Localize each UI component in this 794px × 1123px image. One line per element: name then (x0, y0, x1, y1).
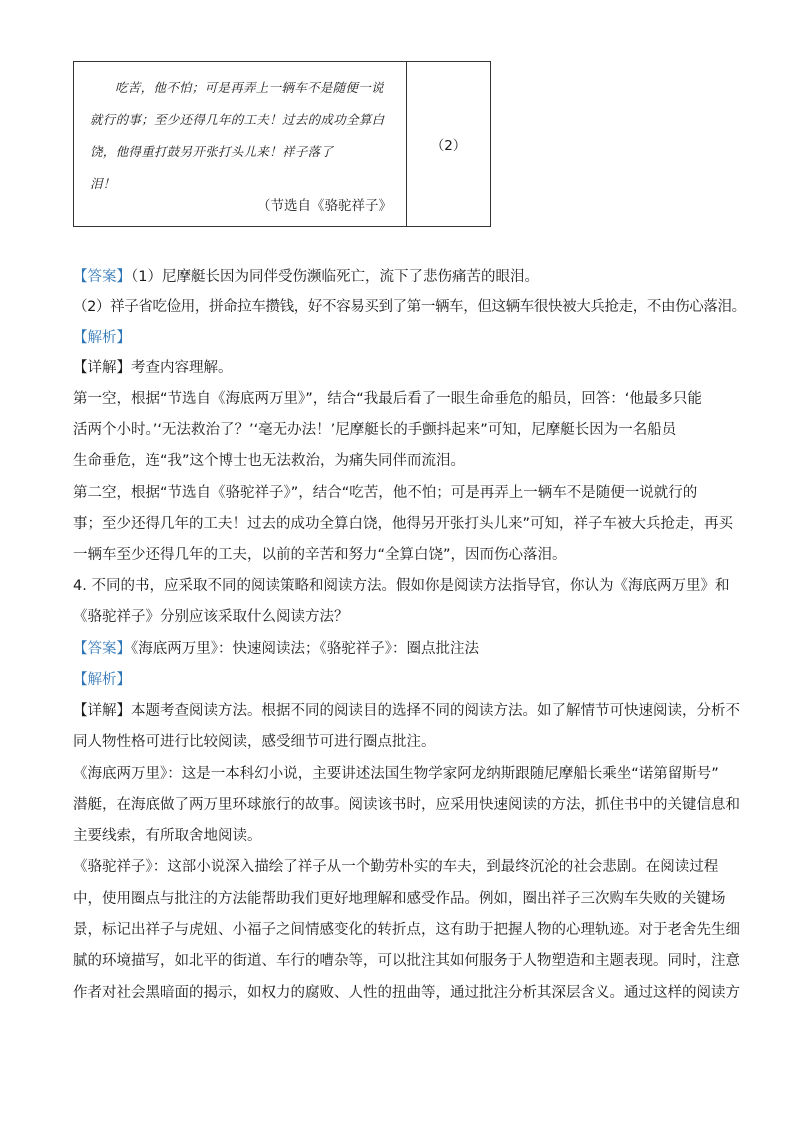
para1-line: 生命垂危，连“我”这个博士也无法救治，为痛失同伴而流泪。 (73, 453, 466, 469)
detail-line (73, 357, 233, 379)
para-a-line: 潜艇，在海底做了两万里环球旅行的故事。阅读该书时，应采用快速阅读的方法，抓住书中的关键信息和 (73, 797, 740, 813)
detail-text: 考查内容理解。 (131, 360, 233, 376)
detail-tag: 【详解】 (73, 360, 131, 376)
excerpt-line: 泪！ (90, 176, 116, 191)
para2-line: 一辆车至少还得几年的工夫，以前的辛苦和努力“全算白饶”，因而伤心落泪。 (73, 547, 567, 563)
question4-detail-text: 本题考查阅读方法。根据不同的阅读目的选择不同的阅读方法。如了解情节可快速阅读，分析不 (131, 703, 740, 719)
excerpt-cell (74, 62, 407, 226)
answer-line-1 (73, 266, 539, 288)
question4-analysis-tag: 【解析】 (73, 672, 131, 688)
para-a-line: 《海底两万里》：这是一本科幻小说，主要讲述法国生物学家阿龙纳斯跟随尼摩船长乘坐“诺第留斯号” (73, 766, 719, 782)
excerpt-table (73, 61, 491, 227)
question4-answer-line (73, 638, 479, 660)
question4-detail-tag: 【详解】 (73, 703, 131, 719)
answer-text-1: （1）尼摩艇长因为同伴受伤濒临死亡，流下了悲伤痛苦的眼泪。 (131, 269, 539, 285)
excerpt-line: 说就行的事；至少还得几年的工夫！过去的成功全 (90, 80, 384, 127)
para-b-line: 作者对社会黑暗面的揭示，如权力的腐败、人性的扭曲等，通过批注分析其深层含义。通过这样的阅读方 (73, 985, 740, 1001)
answer-line-2: （2）祥子省吃俭用，拼命拉车攒钱，好不容易买到了第一辆车，但这辆车很快被大兵抢走，不由伤心落泪。 (73, 299, 746, 315)
question4-detail-line: 同人物性格可进行比较阅读，感受细节可进行圈点批注。 (73, 734, 436, 750)
answer-slot-label: （2） (430, 138, 467, 154)
para2-line: 事；至少还得几年的工夫！过去的成功全算白饶，他得另开张打头儿来”可知，祥子车被大兵抢走，再买 (73, 516, 734, 532)
question4-answer-text: 《海底两万里》：快速阅读法；《骆驼祥子》：圈点批注法 (131, 641, 479, 657)
para1-line: 活两个小时。’‘无法救治了？’‘毫无办法！’尼摩艇长的手颤抖起来”可知，尼摩艇长因为一名船员 (73, 422, 677, 438)
para-b-line: 《骆驼祥子》：这部小说深入描绘了祥子从一个勤劳朴实的车夫，到最终沉沦的社会悲剧。在阅读过程 (73, 859, 719, 875)
question4-line: 《骆驼祥子》分别应该采取什么阅读方法？ (73, 609, 349, 625)
excerpt-line: 算白饶，他得重打鼓另开张打头儿来！祥子落了 (90, 112, 385, 159)
para-b-line: 中，使用圈点与批注的方法能帮助我们更好地理解和感受作品。例如，圈出祥子三次购车失败的关键场 (73, 891, 726, 907)
para2-line: 第二空，根据“节选自《骆驼祥子》”，结合“吃苦，他不怕；可是再弄上一辆车不是随便一说就行的 (73, 485, 698, 501)
question4-answer-tag: 【答案】 (73, 641, 131, 657)
question4-line: 4. 不同的书，应采取不同的阅读策略和阅读方法。假如你是阅读方法指导官，你认为《海底两万里》和 (73, 578, 730, 594)
para-b-line: 景，标记出祥子与虎妞、小福子之间情感变化的转折点，这有助于把握人物的心理轨迹。对于老舍先生细 (73, 922, 740, 938)
excerpt-source: （节选自《骆驼祥子》 (257, 198, 392, 214)
answer-tag: 【答案】 (73, 269, 131, 285)
para-a-line: 主要线索，有所取舍地阅读。 (73, 828, 262, 844)
excerpt-line: 吃苦，他不怕；可是再弄上一辆车不是随便一 (115, 80, 372, 95)
question4-detail-line (73, 700, 740, 722)
analysis-tag: 【解析】 (73, 330, 131, 346)
excerpt-text (90, 72, 392, 200)
para-b-line: 腻的环境描写，如北平的街道、车行的嘈杂等，可以批注其如何服务于人物塑造和主题表现。同时，注意 (73, 953, 740, 969)
answer-slot-cell (407, 62, 490, 226)
para1-line: 第一空，根据“节选自《海底两万里》”，结合“我最后看了一眼生命垂危的船员，回答：‘他最多只能 (73, 391, 702, 407)
